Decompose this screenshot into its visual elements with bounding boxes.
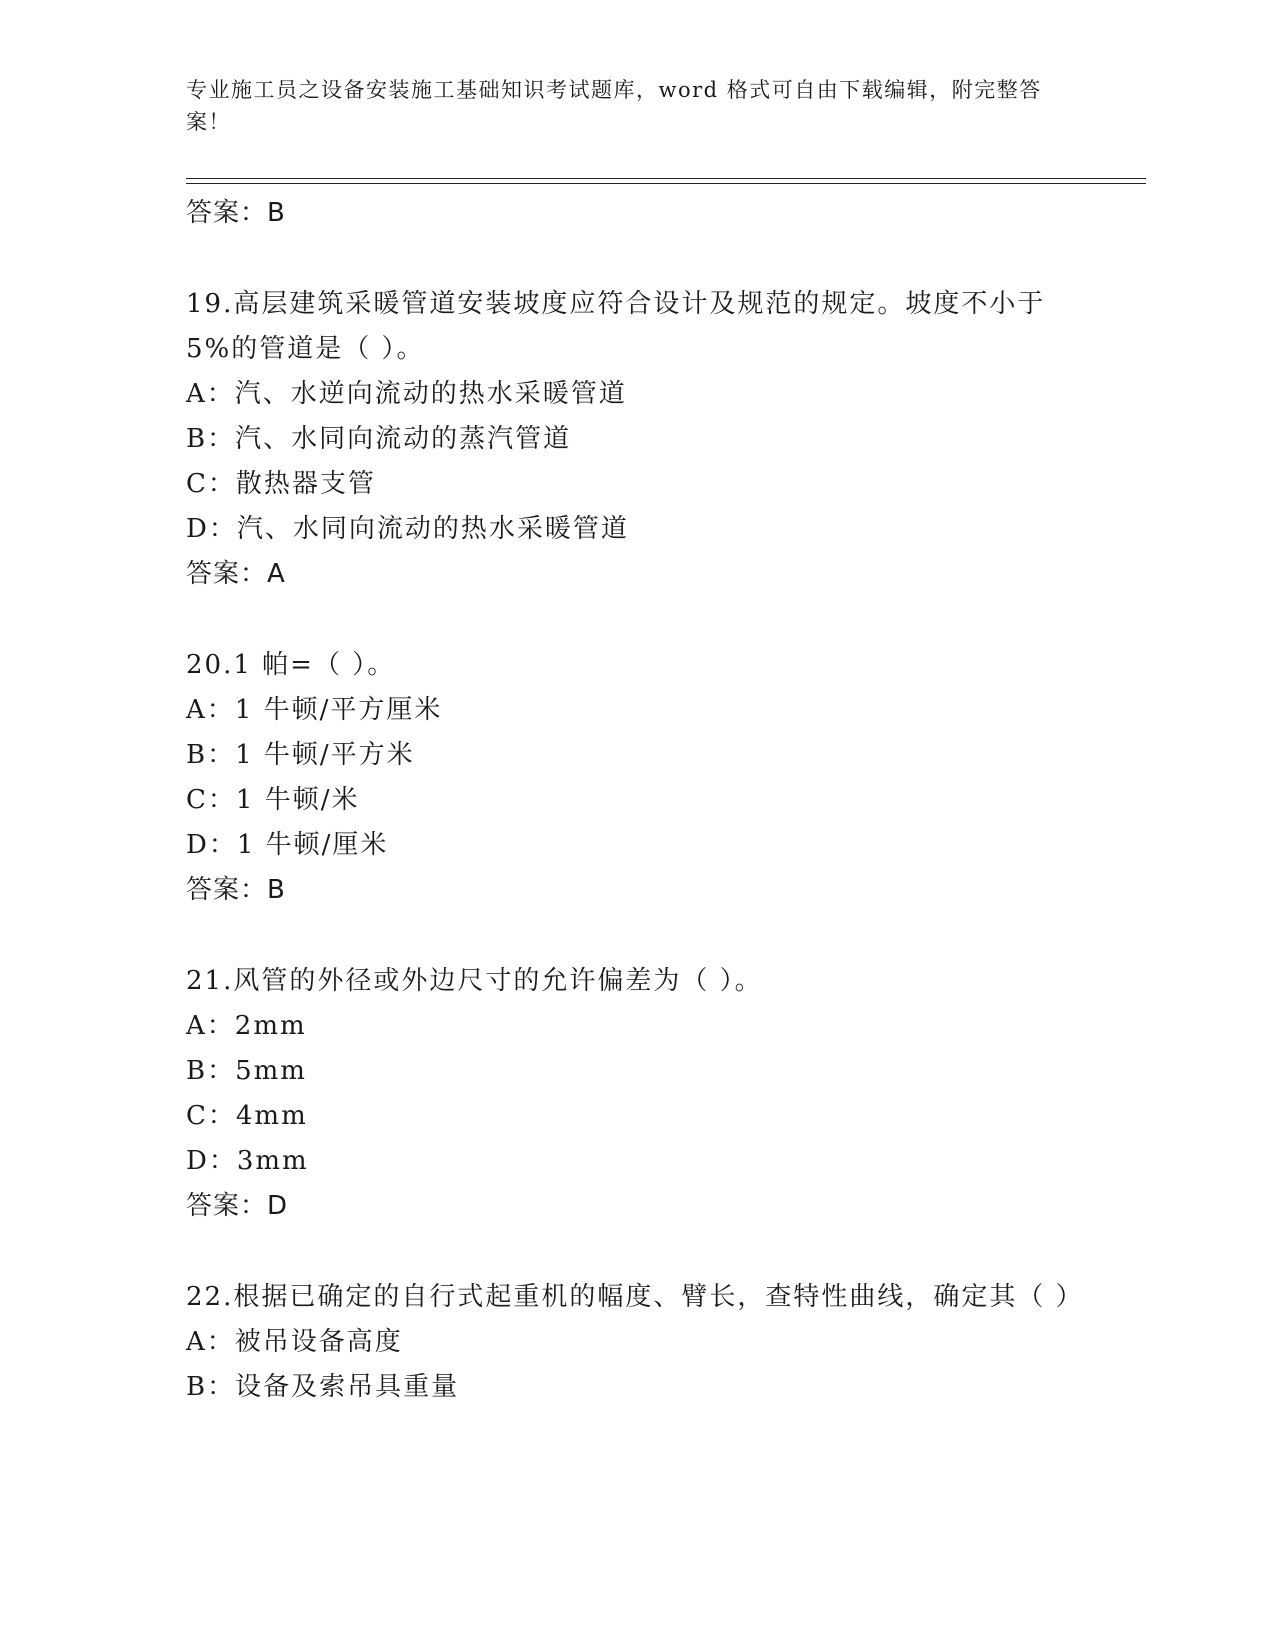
option-b: B：汽、水同向流动的蒸汽管道 (186, 424, 572, 454)
question-stem: 19.高层建筑采暖管道安装坡度应符合设计及规范的规定。坡度不小于5%的管道是（ ）。 (186, 289, 1046, 364)
option-d: D：汽、水同向流动的热水采暖管道 (186, 514, 629, 544)
answer-label: 答案：B (186, 875, 286, 905)
spacer (186, 913, 1086, 959)
option-b: B：5mm (186, 1056, 307, 1086)
answer-label: 答案：B (186, 198, 286, 228)
question-stem: 21.风管的外径或外边尺寸的允许偏差为（ ）。 (186, 966, 763, 996)
question-stem: 20.1 帕=（ ）。 (186, 650, 396, 680)
spacer (186, 1229, 1086, 1275)
option-b: B：设备及索吊具重量 (186, 1372, 460, 1402)
option-a: A：2mm (186, 1011, 307, 1041)
spacer (186, 597, 1086, 643)
header-divider-bottom (186, 183, 1146, 184)
option-a: A：汽、水逆向流动的热水采暖管道 (186, 379, 627, 409)
page-header: 专业施工员之设备安装施工基础知识考试题库，word 格式可自由下载编辑，附完整答案！ (186, 78, 1042, 134)
header-divider-top (186, 178, 1146, 179)
option-d: D：3mm (186, 1146, 309, 1176)
option-c: C：1 牛顿/米 (186, 785, 360, 815)
answer-label: 答案：A (186, 559, 286, 589)
option-d: D：1 牛顿/厘米 (186, 830, 389, 860)
spacer (186, 236, 1086, 282)
option-c: C：4mm (186, 1101, 308, 1131)
question-stem: 22.根据已确定的自行式起重机的幅度、臂长，查特性曲线，确定其（ ） (186, 1282, 1084, 1312)
option-a: A：1 牛顿/平方厘米 (186, 695, 443, 725)
question-list (186, 191, 1086, 1410)
option-a: A：被吊设备高度 (186, 1327, 403, 1357)
option-b: B：1 牛顿/平方米 (186, 740, 415, 770)
answer-label: 答案：D (186, 1191, 289, 1221)
option-c: C：散热器支管 (186, 469, 376, 499)
